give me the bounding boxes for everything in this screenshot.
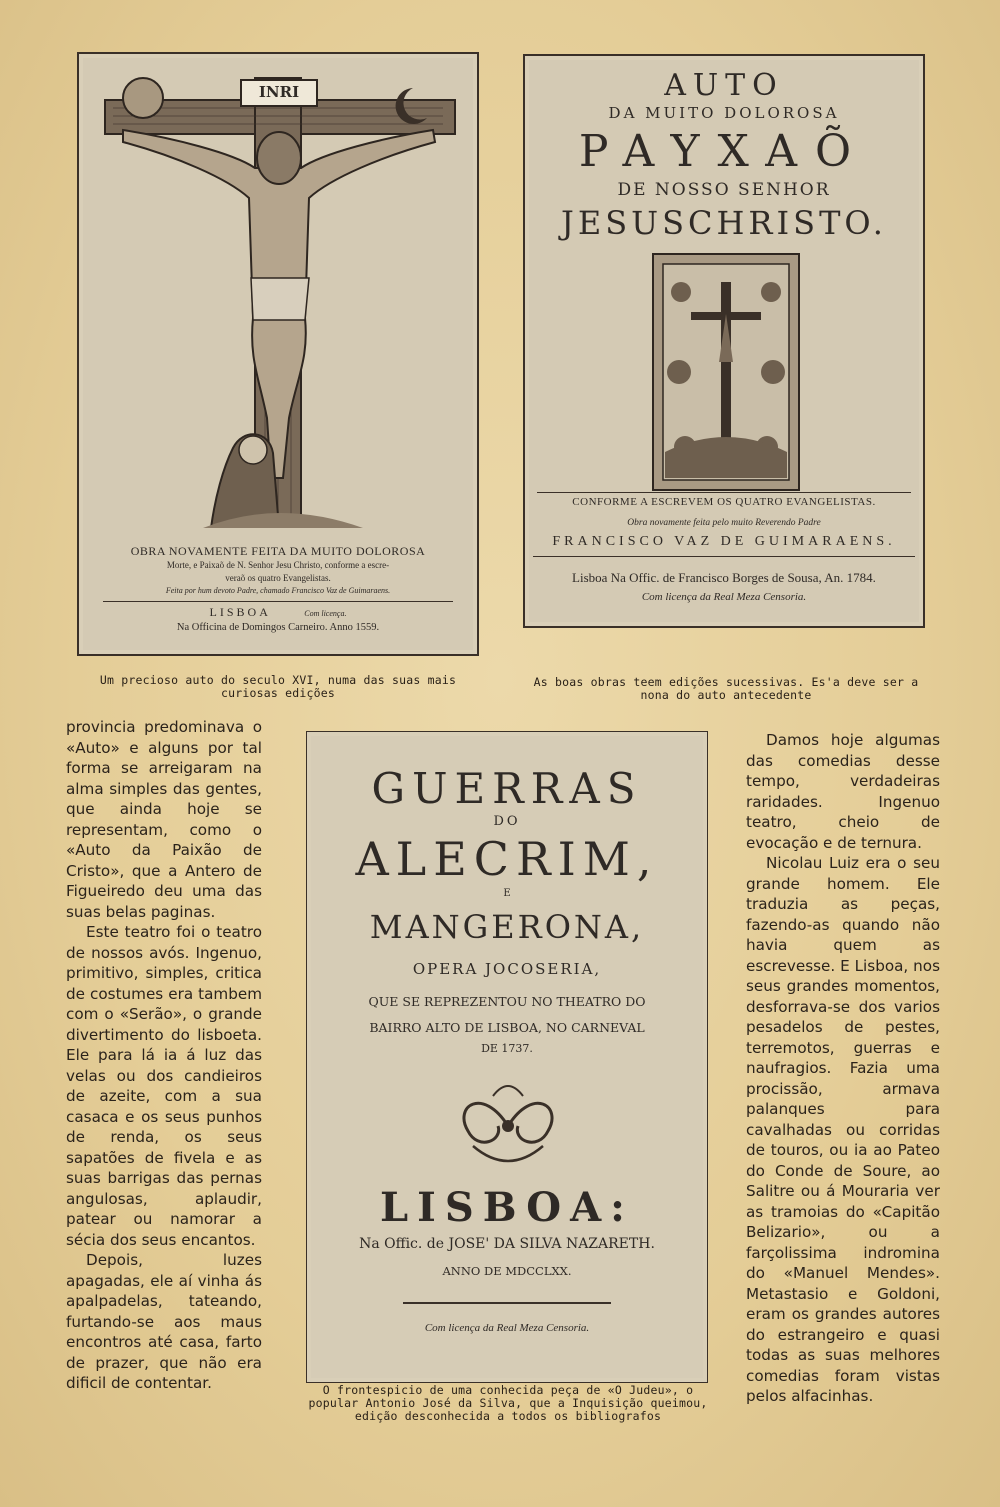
right-plate-obra: Obra novamente feita pelo muito Reverendo Padre	[627, 518, 821, 528]
center-plate-date: DE 1737.	[481, 1042, 533, 1055]
ornament-flourish	[443, 1076, 573, 1176]
center-plate-e: E	[503, 888, 511, 899]
left-plate-line3: veraõ os quatro Evangelistas.	[225, 573, 331, 583]
center-plate-opera: OPERA JOCOSERIA,	[412, 960, 602, 978]
center-plate-do: DO	[493, 814, 521, 829]
center-plate-bairro: BAIRRO ALTO DE LISBOA, NO CARNEVAL	[369, 1020, 645, 1035]
guerras-title-page-plate	[306, 731, 708, 1383]
right-plate-conforme: CONFORME A ESCREVEM OS QUATRO EVANGELISTAS.	[572, 496, 876, 508]
inri-text: INRI	[258, 83, 300, 101]
plate-surface	[83, 58, 473, 650]
auto-title-page-plate	[523, 54, 925, 628]
left-plate-line4: Feita por hum devoto Padre, chamado Francisco Vaz de Guimaraens.	[165, 586, 391, 595]
right-plate-rule	[533, 556, 915, 557]
crucifix-plate	[77, 52, 479, 656]
right-plate-author: FRANCISCO VAZ DE GUIMARAENS.	[552, 534, 896, 549]
right-plate-payxao: PAYXAÕ	[578, 126, 870, 177]
center-plate-lisboa: LISBOA:	[380, 1184, 634, 1231]
right-paragraph-1: Damos hoje algumas das comedias desse tempo, verdadeiras raridades. Ingenuo teatro, cheio de evocação e de ternura.	[746, 731, 940, 852]
plate-surface	[529, 60, 919, 622]
left-plate-line2: Morte, e Paixaõ de N. Senhor Jesu Christo, conforme a escre-	[166, 560, 390, 570]
left-plate-rule	[103, 601, 453, 602]
left-plate-title: OBRA NOVAMENTE FEITA DA MUITO DOLOROSA	[130, 544, 426, 558]
plate-surface	[311, 736, 703, 1378]
center-plate-licence: Com licença da Real Meza Censoria.	[424, 1322, 590, 1334]
center-plate-guerras: GUERRAS	[371, 764, 643, 813]
right-plate-caption: As boas obras teem edições sucessivas. Es'a deve ser a nona do auto antecedente	[533, 675, 919, 702]
left-paragraph-2: Este teatro foi o teatro de nossos avós. Ingenuo, primitivo, simples, critica de costumes era tambem com o «Serão», o grande divertimento do lisboeta. Ele para lá ia á luz das velas ou dos candieiros de azeite, com a sua casaca e os seus punhos de renda, os seus sapatões de fivela e as suas barrigas das pernas angulosas, aplaudir, patear ou namorar a sécia dos seus encantos.	[66, 923, 262, 1249]
center-plate-anno: ANNO DE MDCCLXX.	[442, 1264, 572, 1278]
left-plate-licence: Com licença.	[304, 609, 347, 618]
right-plate-dolorosa: DA MUITO DOLOROSA	[608, 104, 840, 122]
right-plate-jesuschristo: JESUSCHRISTO.	[561, 204, 887, 242]
left-plate-place-text: LISBOA	[209, 605, 271, 619]
left-paragraph-3: Depois, luzes apagadas, ele aí vinha ás apalpadelas, tateando, furtando-se aos maus encontros até casa, farto de prazer, que não era dificil de contentar.	[66, 1251, 262, 1392]
left-text-column	[66, 717, 262, 1394]
left-plate-printer: Na Officina de Domingos Carneiro. Anno 1559.	[176, 622, 380, 633]
center-plate-rule	[403, 1302, 611, 1304]
left-paragraph-1: provincia predominava o «Auto» e alguns por tal forma se arreigaram na alma simples das gentes, que ainda hoje se representam, como o «Auto da Paixão de Cristo», que a Antero de Figueiredo deu uma das suas belas paginas.	[66, 718, 262, 921]
crucifix-woodcut-illustration	[83, 58, 477, 528]
right-plate-imprint: Lisboa Na Offic. de Francisco Borges de Sousa, An. 1784.	[572, 570, 876, 585]
left-plate-place	[83, 605, 473, 620]
right-plate-rule-top	[537, 492, 911, 493]
left-plate-caption: Um precioso auto do seculo XVI, numa das suas mais curiosas edições	[99, 673, 457, 700]
right-text-column	[746, 730, 940, 1407]
ornamental-crucifix-woodcut	[651, 252, 801, 492]
center-plate-caption: O frontespicio de uma conhecida peça de «O Judeu», o popular Antonio José da Silva, que a Inquisição queimou, edição desconhecida a todos os bibliografos	[308, 1383, 708, 1423]
right-plate-auto: AUTO	[664, 68, 784, 103]
center-plate-alecrim: ALECRIM,	[355, 832, 659, 886]
center-plate-printer: Na Offic. de JOSE' DA SILVA NAZARETH.	[359, 1236, 655, 1252]
center-plate-mangerona: MANGERONA,	[369, 908, 645, 946]
right-plate-licence: Com licença da Real Meza Censoria.	[641, 591, 807, 603]
right-plate-senhor: DE NOSSO SENHOR	[617, 180, 831, 200]
right-paragraph-2: Nicolau Luiz era o seu grande homem. Ele traduzia as peças, fazendo-as quando não havia quem as escrevesse. E Lisboa, nos seus grandes momentos, desforrava-se dos varios pesadelos de pestes, terremotos, guerras e naufragios. Fazia uma procissão, armava palanques para cavalhadas ou corridas de touros, ou ia ao Pateo do Conde de Soure, ao Salitre ou á Mouraria ver as tramoias do «Capitão Belizario», ou a farçolissima indromina do «Manuel Mendes». Metastasio e Goldoni, eram os grandes autores do estrangeiro e quasi todas as suas melhores comedias foram vistas pelos alfacinhas.	[746, 854, 940, 1405]
center-plate-reprezentou: QUE SE REPREZENTOU NO THEATRO DO	[368, 994, 646, 1009]
